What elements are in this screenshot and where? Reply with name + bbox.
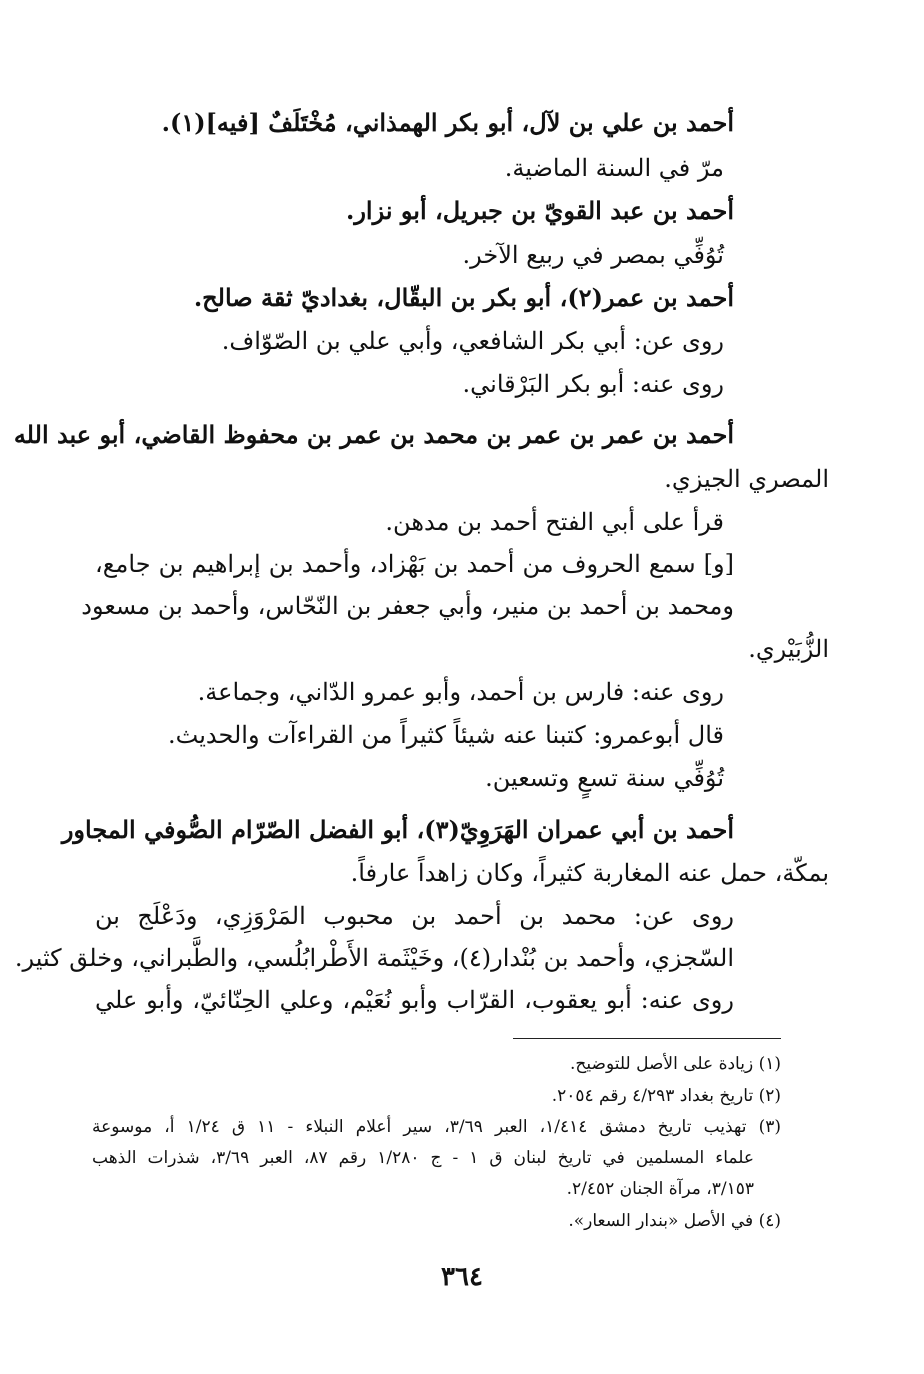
footnote: (٤) في الأصل «بندار السعار». — [568, 1211, 781, 1231]
body-line: روى عن: أبي بكر الشافعي، وأبي علي بن الصّوّاف. — [221, 327, 724, 355]
footnote: (٣) تهذيب تاريخ دمشق ١/٤١٤، العبر ٣/٦٩، سير أعلام النبلاء - ١١ ق ١/٢٤ أ، موسوعة — [92, 1117, 781, 1137]
body-line: روى عنه: أبو بكر البَرْقاني. — [462, 370, 724, 398]
entry-heading: أحمد بن عبد القويّ بن جبريل، أبو نزار. — [345, 196, 734, 225]
entry-heading: أحمد بن عمر(٢)، أبو بكر بن البقّال، بغداديّ ثقة صالح. — [193, 283, 734, 312]
body-line: مرّ في السنة الماضية. — [504, 154, 724, 182]
entry-heading: أحمد بن عمر بن عمر بن محمد بن عمر بن محفوظ القاضي، أبو عبد الله — [13, 420, 734, 449]
footnote-continuation: علماء المسلمين في تاريخ لبنان ق ١ - ج ١/٢٨٠ رقم ٨٧، العبر ٣/٦٩، شذرات الذهب — [92, 1148, 754, 1168]
entry-heading: أحمد بن علي بن لآل، أبو بكر الهمذاني، مُخْتَلَفٌ [فيه](١). — [161, 108, 734, 137]
body-line: تُوُفِّي بمصر في ربيع الآخر. — [462, 241, 724, 269]
footnote-continuation: ٣/١٥٣، مرآة الجنان ٢/٤٥٢. — [566, 1179, 754, 1199]
body-line: بمكّة، حمل عنه المغاربة كثيراً، وكان زاهداً عارفاً. — [350, 859, 829, 887]
body-line: تُوُفِّي سنة تسعٍ وتسعين. — [485, 764, 724, 792]
body-line: روى عنه: فارس بن أحمد، وأبو عمرو الدّاني، وجماعة. — [197, 678, 724, 706]
body-line: روى عن: محمد بن أحمد بن محبوب المَرْوَزِي، ودَعْلَج بن — [95, 902, 734, 930]
footnote-separator — [513, 1038, 781, 1039]
entry-heading: أحمد بن أبي عمران الهَرَوِيّ(٣)، أبو الفضل الصّرّام الصُّوفي المجاور — [61, 815, 734, 844]
body-line: قال أبوعمرو: كتبنا عنه شيئاً كثيراً من القراءآت والحديث. — [168, 721, 724, 749]
body-line: قرأ على أبي الفتح أحمد بن مدهن. — [385, 508, 724, 536]
body-line: المصري الجيزي. — [664, 465, 829, 493]
body-line: روى عنه: أبو يعقوب، القرّاب وأبو نُعَيْم، وعلي الحِنّائيّ، وأبو علي — [95, 986, 734, 1014]
body-line: ومحمد بن أحمد بن منير، وأبي جعفر بن النّحّاس، وأحمد بن مسعود — [81, 592, 734, 620]
body-line: [و] سمع الحروف من أحمد بن بَهْزاد، وأحمد بن إبراهيم بن جامع، — [95, 550, 734, 578]
body-line: السّجزي، وأحمد بن بُنْدار(٤)، وخَيْثَمة الأَطْرابُلُسي، والطَّبراني، وخلق كثير. — [14, 944, 734, 972]
footnote: (٢) تاريخ بغداد ٤/٢٩٣ رقم ٢٠٥٤. — [551, 1086, 781, 1106]
footnote: (١) زيادة على الأصل للتوضيح. — [570, 1054, 781, 1074]
page-number: ٣٦٤ — [441, 1262, 483, 1292]
body-line: الزُّبَيْري. — [748, 635, 829, 663]
